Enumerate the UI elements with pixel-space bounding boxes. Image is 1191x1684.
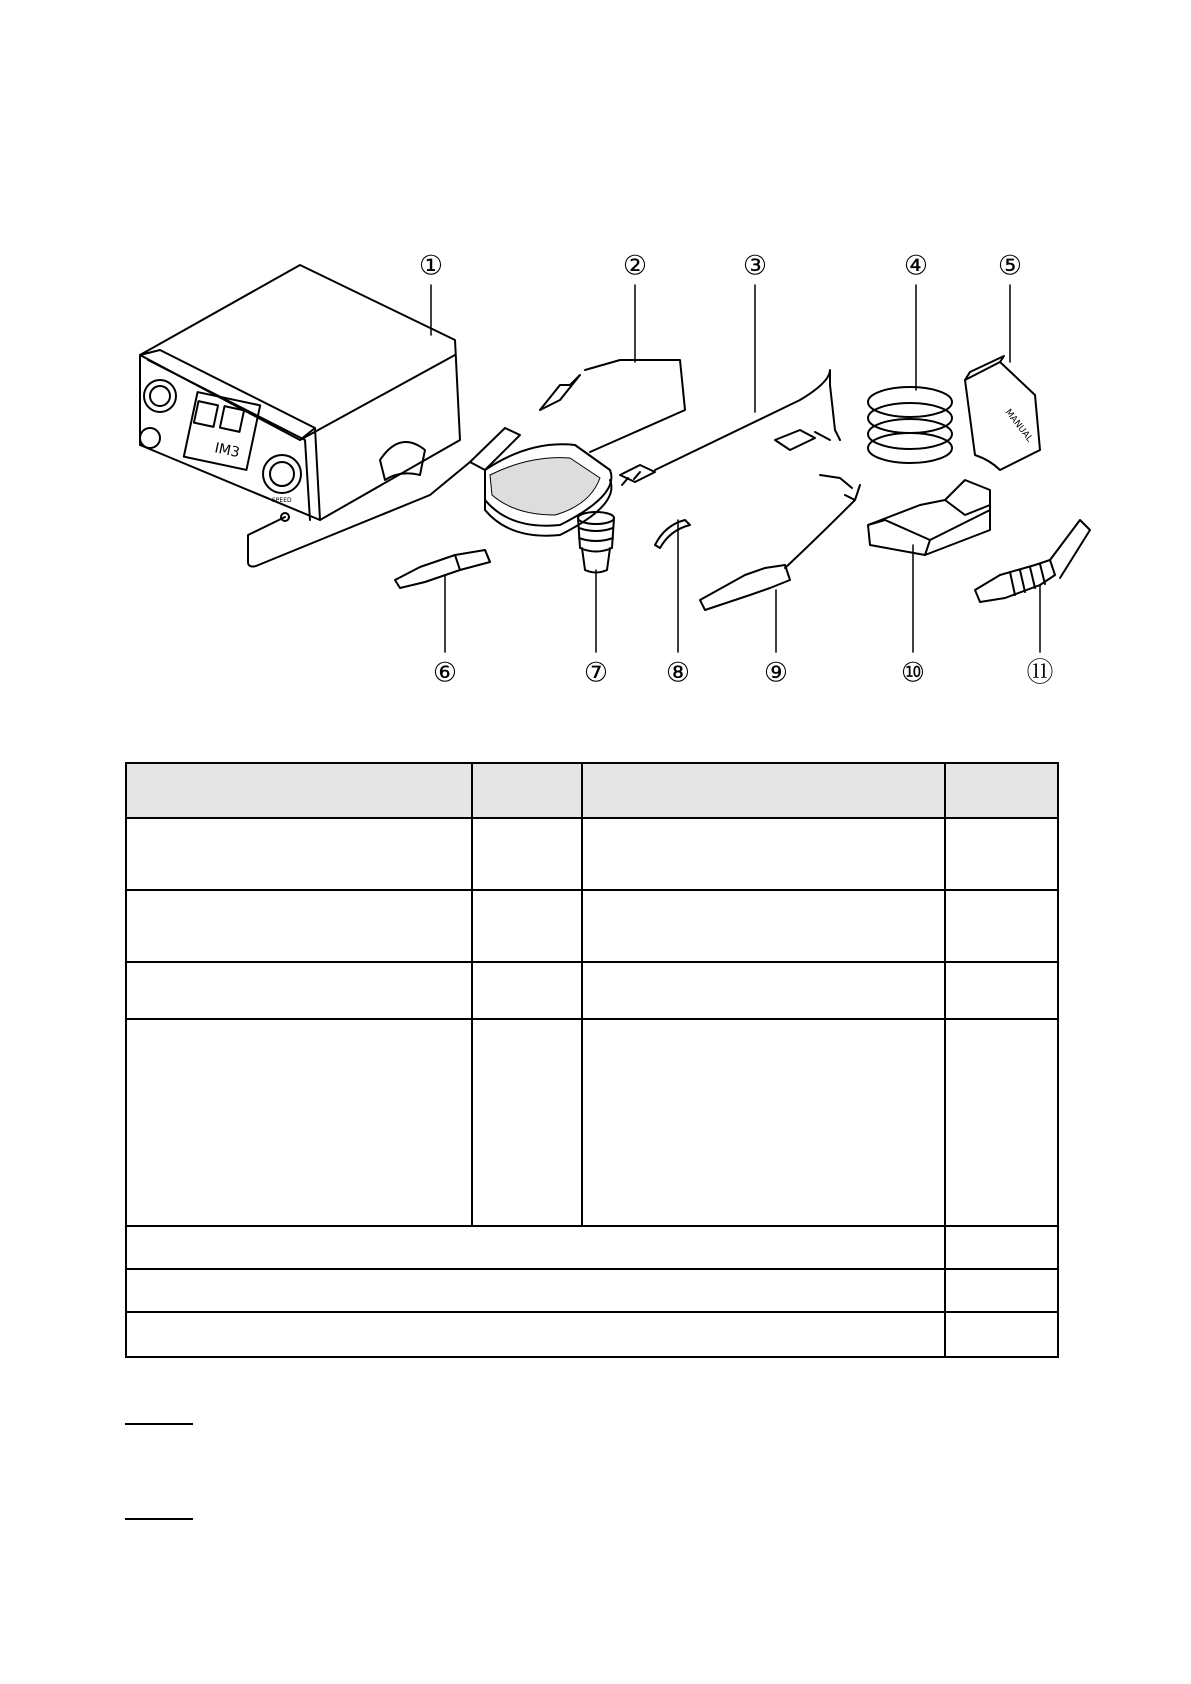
table-cell [472, 962, 582, 1019]
header-cell [945, 763, 1058, 818]
callout-11: ⑪ [1026, 657, 1054, 689]
tubing-coil [868, 387, 952, 463]
table-row [126, 1226, 1058, 1269]
table-cell [945, 1019, 1058, 1226]
header-cell [472, 763, 582, 818]
table-cell [945, 818, 1058, 890]
stand-10 [868, 480, 990, 555]
table-cell [945, 962, 1058, 1019]
table-cell [126, 890, 472, 962]
foot-pedal [485, 360, 685, 536]
table-row [126, 962, 1058, 1019]
table-header-row [126, 763, 1058, 818]
table-cell [126, 1269, 945, 1312]
table-cell [472, 1019, 582, 1226]
control-unit [140, 265, 520, 567]
table-row [126, 1269, 1058, 1312]
manual-booklet [965, 356, 1040, 470]
table-row [126, 818, 1058, 890]
brand-badge: IM3 [213, 440, 242, 462]
tip-8 [655, 520, 690, 548]
header-cell [126, 763, 472, 818]
table-cell [582, 890, 945, 962]
callout-8: ⑧ [665, 657, 691, 689]
callout-7: ⑦ [583, 657, 609, 689]
table-cell [126, 1019, 472, 1226]
table-cell [945, 890, 1058, 962]
callout-2: ② [622, 250, 648, 282]
header-cell [582, 763, 945, 818]
table-cell [472, 890, 582, 962]
handpiece-6 [395, 550, 490, 588]
callout-3: ③ [742, 250, 768, 282]
parts-illustration [0, 0, 1191, 700]
table-row [126, 890, 1058, 962]
callout-5: ⑤ [997, 250, 1023, 282]
note-underline-2 [125, 1518, 193, 1520]
table-cell [472, 818, 582, 890]
handpiece-11 [975, 520, 1090, 602]
speed-label: SPEED [272, 497, 292, 504]
handpiece-9 [700, 475, 860, 610]
table-cell [126, 818, 472, 890]
callout-9: ⑨ [763, 657, 789, 689]
table-cell [582, 1019, 945, 1226]
callout-1: ① [418, 250, 444, 282]
table-row [126, 1019, 1058, 1226]
table-cell [126, 962, 472, 1019]
power-cord [620, 370, 840, 485]
table-cell [582, 962, 945, 1019]
callout-10: ⑩ [900, 657, 926, 689]
table-cell [126, 1226, 945, 1269]
note-underline-1 [125, 1423, 193, 1425]
table-row [126, 1312, 1058, 1357]
callout-4: ④ [903, 250, 929, 282]
table-cell [945, 1226, 1058, 1269]
manual-cover-text: MANUAL [1002, 407, 1035, 445]
callout-6: ⑥ [432, 657, 458, 689]
parts-table [125, 762, 1059, 1358]
table-cell [945, 1269, 1058, 1312]
table-cell [582, 818, 945, 890]
table-cell [945, 1312, 1058, 1357]
table-cell [126, 1312, 945, 1357]
